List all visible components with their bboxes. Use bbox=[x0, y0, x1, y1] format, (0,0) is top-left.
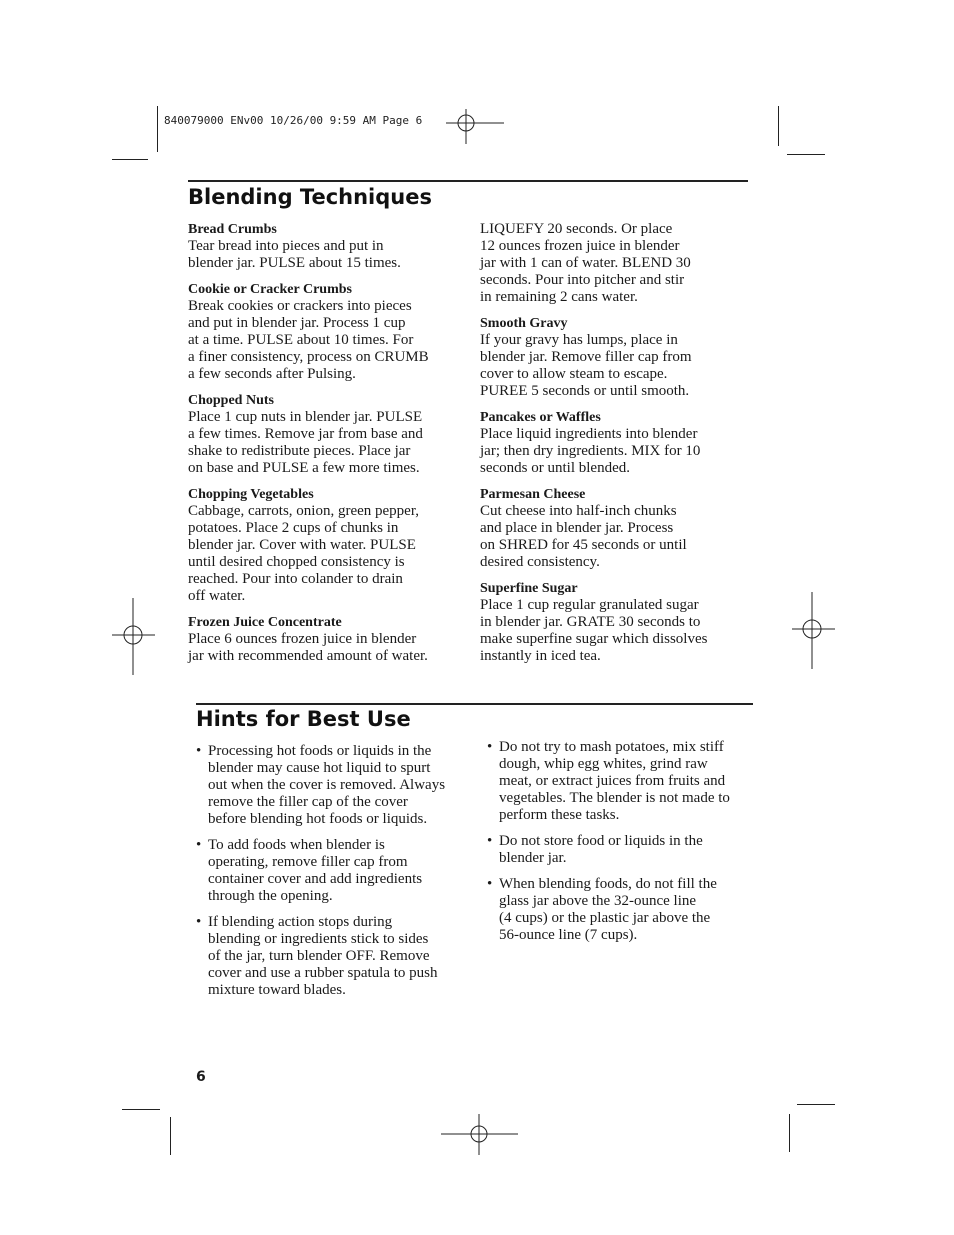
technique-body: Cut cheese into half-inch chunks and place in blender jar. Process on SHRED for 45 seconds or until desired consistency. bbox=[480, 503, 687, 570]
technique-frozen-juice bbox=[188, 614, 468, 665]
blending-section-rule bbox=[188, 180, 748, 182]
registration-mark-top-icon bbox=[446, 109, 506, 145]
technique-body: Place 1 cup regular granulated sugar in blender jar. GRATE 30 seconds to make superfine sugar which dissolves instantly in iced tea. bbox=[480, 597, 708, 664]
technique-heading: Superfine Sugar bbox=[480, 581, 578, 596]
bullet-icon: • bbox=[196, 914, 202, 930]
technique-body: Place liquid ingredients into blender jar; then dry ingredients. MIX for 10 seconds or until blended. bbox=[480, 426, 701, 476]
technique-body: Place 6 ounces frozen juice in blender jar with recommended amount of water. bbox=[188, 631, 428, 664]
technique-chopping-vegetables bbox=[188, 486, 468, 605]
technique-body: Break cookies or crackers into pieces and put in blender jar. Process 1 cup at a time. PULSE about 10 times. For a finer consistency, process on CRUMB a few seconds after Pulsing. bbox=[188, 298, 429, 382]
hint-item: • To add foods when blender is operating, remove filler cap from container cover and add ingredients through the opening. bbox=[196, 837, 423, 904]
technique-parmesan-cheese bbox=[480, 486, 760, 571]
blending-section-title: Blending Techniques bbox=[188, 185, 432, 209]
hint-item: • If blending action stops during blending or ingredients stick to sides of the jar, turn blender OFF. Remove cover and use a rubber spatula to push mixture toward blades. bbox=[196, 914, 438, 998]
registration-mark-right-icon bbox=[792, 592, 836, 670]
technique-heading: Pancakes or Waffles bbox=[480, 410, 601, 425]
technique-body: Cabbage, carrots, onion, green pepper, potatoes. Place 2 cups of chunks in blender jar. Cover with water. PULSE until desired chopped consistency is reached. Pour into colander to drain off water. bbox=[188, 503, 419, 604]
hints-left-column bbox=[196, 743, 481, 1008]
hint-item: • Do not try to mash potatoes, mix stiff dough, whip egg whites, grind raw meat, or extract juices from fruits and vegetables. The blender is not made to perform these tasks. bbox=[487, 739, 730, 823]
technique-superfine-sugar bbox=[480, 580, 760, 665]
printer-slug: 840079000 ENv00 10/26/00 9:59 AM Page 6 bbox=[164, 114, 423, 127]
bullet-icon: • bbox=[487, 739, 493, 755]
technique-smooth-gravy bbox=[480, 315, 760, 400]
technique-frozen-juice-continued bbox=[480, 221, 760, 306]
technique-body: If your gravy has lumps, place in blender jar. Remove filler cap from cover to allow steam to escape. PUREE 5 seconds or until smooth. bbox=[480, 332, 692, 399]
technique-heading: Cookie or Cracker Crumbs bbox=[188, 282, 352, 297]
technique-heading: Chopping Vegetables bbox=[188, 487, 314, 502]
technique-bread-crumbs bbox=[188, 221, 468, 272]
technique-heading: Chopped Nuts bbox=[188, 393, 274, 408]
hints-right-column bbox=[487, 739, 772, 953]
hints-section-title: Hints for Best Use bbox=[196, 707, 411, 731]
bullet-icon: • bbox=[196, 743, 202, 759]
technique-pancakes-waffles bbox=[480, 409, 760, 477]
bullet-icon: • bbox=[196, 837, 202, 853]
technique-heading: Bread Crumbs bbox=[188, 222, 277, 237]
technique-heading: Smooth Gravy bbox=[480, 316, 568, 331]
blending-left-column bbox=[188, 221, 468, 674]
technique-chopped-nuts bbox=[188, 392, 468, 477]
hint-item: • Processing hot foods or liquids in the blender may cause hot liquid to spurt out when the cover is removed. Always remove the filler cap of the cover before blending hot foods or liquids. bbox=[196, 743, 446, 827]
technique-body: Place 1 cup nuts in blender jar. PULSE a few times. Remove jar from base and shake to redistribute pieces. Place jar on base and PULSE a few more times. bbox=[188, 409, 423, 476]
page-number: 6 bbox=[196, 1069, 206, 1085]
blending-right-column bbox=[480, 221, 760, 674]
registration-mark-bottom-icon bbox=[441, 1114, 519, 1156]
technique-heading: Parmesan Cheese bbox=[480, 487, 586, 502]
technique-body: LIQUEFY 20 seconds. Or place 12 ounces frozen juice in blender jar with 1 can of water. BLEND 30 seconds. Pour into pitcher and stir in remaining 2 cans water. bbox=[480, 221, 691, 305]
bullet-icon: • bbox=[487, 876, 493, 892]
hint-item: • Do not store food or liquids in the blender jar. bbox=[487, 833, 703, 866]
technique-heading: Frozen Juice Concentrate bbox=[188, 615, 342, 630]
technique-cookie-crumbs bbox=[188, 281, 468, 383]
technique-body: Tear bread into pieces and put in blender jar. PULSE about 15 times. bbox=[188, 238, 401, 271]
hint-item: • When blending foods, do not fill the glass jar above the 32-ounce line (4 cups) or the plastic jar above the 56-ounce line (7 cups). bbox=[487, 876, 717, 943]
hints-section-rule bbox=[196, 703, 753, 705]
registration-mark-left-icon bbox=[112, 598, 156, 676]
bullet-icon: • bbox=[487, 833, 493, 849]
